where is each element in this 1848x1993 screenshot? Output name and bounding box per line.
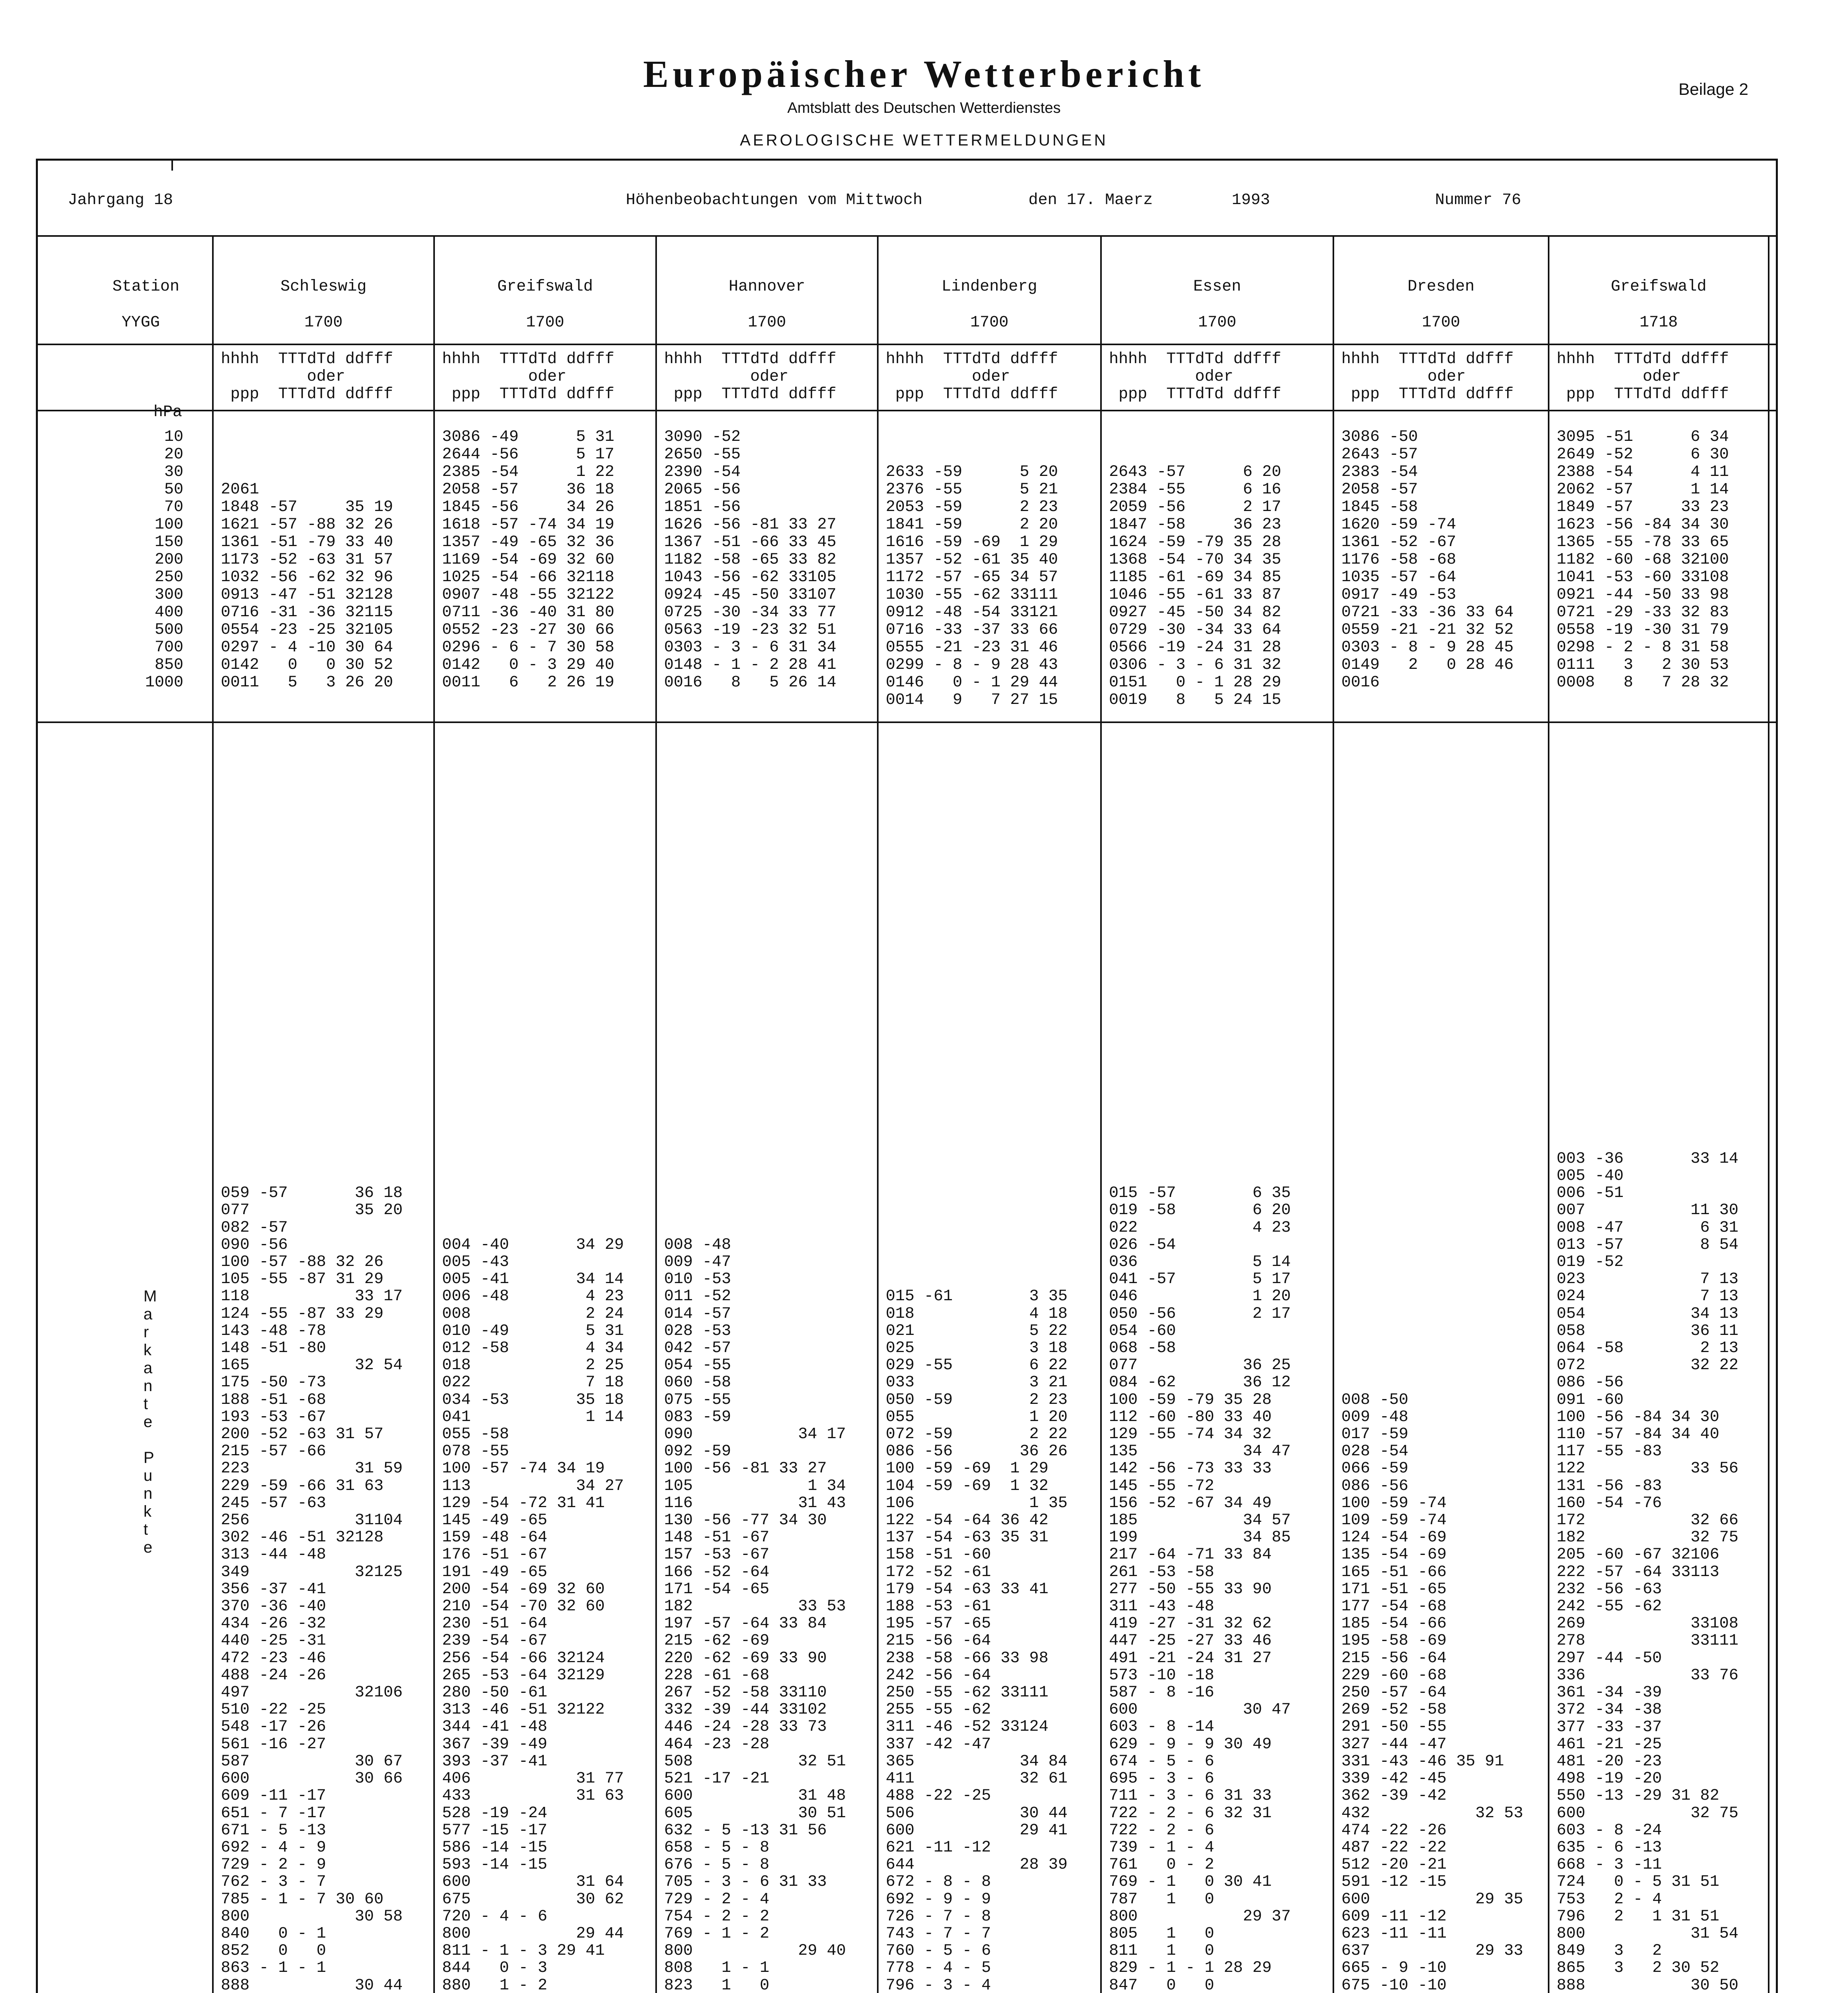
col-divider	[212, 235, 214, 1993]
rule-colheader	[36, 410, 1778, 411]
station-time: 1700	[747, 314, 786, 332]
level-values: 2633 -59 5 20 2376 -55 5 21 2053 -59 2 23 1841 -59 2 20 1616 -59 -69 1 29 1357 -52 -61 35 40 1172 -57 -65 34 57 1030 -55 -62 33111 0912 -48 -54 33121 0716 -33 -37 33 66 0555 -21 -23 31 46 0299 - 8 - 9 28 43 0146 0 - 1 29 44 0014 9 7 27 15	[886, 463, 1058, 709]
rule-header	[36, 235, 1778, 237]
markante-punkte-letter: e	[144, 1413, 153, 1431]
markante-punkte-letter: P	[144, 1449, 154, 1466]
markante-punkte-letter: M	[144, 1287, 157, 1305]
markante-punkte-values: 004 -40 34 29 005 -43 005 -41 34 14 006 -48 4 23 008 2 24 010 -49 5 31 012 -58 4 34 018 2 25 022 7 18 034 -53 35 18 041 1 14 055 -58 078 -55 100 -57 -74 34 19 113 34 27 129 -54 -72 31 41 145 -49 -65 159 -48 -64 176 -51 -67 191 -49 -65 200 -54 -69 32 60 210 -54 -70 32 60 230 -51 -64 239 -54 -67 256 -54 -66 32124 265 -53 -64 32129 280 -50 -61 313 -46 -51 32122 344 -41 -48 367 -39 -49 393 -37 -41 406 31 77 433 31 63 528 -19 -24 577 -15 -17 586 -14 -15 593 -14 -15 600 31 64 675 30 62 720 - 4 - 6 800 29 44 811 - 1 - 3 29 41 844 0 - 3 880 1 - 2	[442, 1236, 624, 1993]
markante-punkte-letter: u	[144, 1467, 153, 1484]
hpa-label: hPa	[153, 403, 183, 421]
station-time: 1718	[1639, 314, 1678, 332]
station-name: Greifswald	[1610, 278, 1707, 296]
markante-punkte-letter: k	[144, 1503, 151, 1520]
markante-punkte-letter: r	[144, 1323, 149, 1341]
station-time: 1700	[304, 314, 343, 332]
markante-punkte-letter: e	[144, 1539, 153, 1556]
datum: den 17. Maerz	[1028, 191, 1153, 209]
page-subtitle: Amtsblatt des Deutschen Wetterdienstes	[787, 100, 1061, 116]
page-title: Europäischer Wetterbericht	[643, 53, 1205, 95]
markante-punkte-letter: a	[144, 1305, 153, 1323]
station-time: 1700	[1198, 314, 1237, 332]
pressure-levels: 10 20 30 50 70 100 150 200 250 300 400 500 700 850 1000	[145, 428, 183, 692]
col-divider	[433, 235, 435, 1993]
col-divider	[1100, 235, 1102, 1993]
markante-punkte-values: 003 -36 33 14 005 -40 006 -51 007 11 30 008 -47 6 31 013 -57 8 54 019 -52 023 7 13 024 7 13 054 34 13 058 36 11 064 -58 2 13 072 32 22 086 -56 091 -60 100 -56 -84 34 30 110 -57 -84 34 40 117 -55 -83 122 33 56 131 -56 -83 160 -54 -76 172 32 66 182 32 75 205 -60 -67 32106 222 -57 -64 33113 232 -56 -63 242 -55 -62 269 33108 278 33111 297 -44 -50 336 33 76 361 -34 -39 372 -34 -38 377 -33 -37 461 -21 -25 481 -20 -23 498 -19 -20 550 -13 -29 31 82 600 32 75 603 - 8 -24 635 - 6 -13 668 - 3 -11 724 0 - 5 31 51 753 2 - 4 796 2 1 31 51 800 31 54 849 3 2 865 3 2 30 52 888 30 50	[1557, 1150, 1739, 1993]
markante-punkte-letter: t	[144, 1521, 148, 1538]
column-header: hhhh TTTdTd ddfff oder ppp TTTdTd ddfff	[442, 350, 615, 403]
markante-punkte-values: 008 -50 009 -48 017 -59 028 -54 066 -59 086 -56 100 -59 -74 109 -59 -74 124 -54 -69 135 -54 -69 165 -51 -66 171 -51 -65 177 -54 -68 185 -54 -66 195 -58 -69 215 -56 -64 229 -60 -68 250 -57 -64 269 -52 -58 291 -50 -55 327 -44 -47 331 -43 -46 35 91 339 -42 -45 362 -39 -42 432 32 53 474 -22 -26 487 -22 -22 512 -20 -21 591 -12 -15 600 29 35 609 -11 -12 623 -11 -11 637 29 33 665 - 9 -10 675 -10 -10	[1341, 1391, 1524, 1993]
markante-punkte-values: 015 -61 3 35 018 4 18 021 5 22 025 3 18 029 -55 6 22 033 3 21 050 -59 2 23 055 1 20 072 -59 2 22 086 -56 36 26 100 -59 -69 1 29 104 -59 -69 1 32 106 1 35 122 -54 -64 36 42 137 -54 -63 35 31 158 -51 -60 172 -52 -61 179 -54 -63 33 41 188 -53 -61 195 -57 -65 215 -56 -64 238 -58 -66 33 98 242 -56 -64 250 -55 -62 33111 255 -55 -62 311 -46 -52 33124 337 -42 -47 365 34 84 411 32 61 488 -22 -25 506 30 44 600 29 41 621 -11 -12 644 28 39 672 - 8 - 8 692 - 9 - 9 726 - 7 - 8 743 - 7 - 7 760 - 5 - 6 778 - 4 - 5 796 - 3 - 4	[886, 1287, 1068, 1993]
jahrgang: Jahrgang 18	[68, 191, 173, 209]
col-divider	[655, 235, 657, 1993]
station-name: Essen	[1193, 278, 1241, 296]
level-values: 3090 -52 2650 -55 2390 -54 2065 -56 1851 -56 1626 -56 -81 33 27 1367 -51 -66 33 45 1182 -58 -65 33 82 1043 -56 -62 33105 0924 -45 -50 33107 0725 -30 -34 33 77 0563 -19 -23 32 51 0303 - 3 - 6 31 34 0148 - 1 - 2 28 41 0016 8 5 26 14	[664, 428, 837, 692]
beobachtung-label: Höhenbeobachtungen vom Mittwoch	[626, 191, 923, 209]
station-name: Dresden	[1407, 278, 1475, 296]
level-values: 3086 -49 5 31 2644 -56 5 17 2385 -54 1 22 2058 -57 36 18 1845 -56 34 26 1618 -57 -74 34 19 1357 -49 -65 32 36 1169 -54 -69 32 60 1025 -54 -66 32118 0907 -48 -55 32122 0711 -36 -40 31 80 0552 -23 -27 30 66 0296 - 6 - 7 30 58 0142 0 - 3 29 40 0011 6 2 26 19	[442, 428, 615, 692]
markante-punkte-letter: a	[144, 1359, 153, 1377]
column-header: hhhh TTTdTd ddfff oder ppp TTTdTd ddfff	[1341, 350, 1514, 403]
markante-punkte-values: 059 -57 36 18 077 35 20 082 -57 090 -56 100 -57 -88 32 26 105 -55 -87 31 29 118 33 17 124 -55 -87 33 29 143 -48 -78 148 -51 -80 165 32 54 175 -50 -73 188 -51 -68 193 -53 -67 200 -52 -63 31 57 215 -57 -66 223 31 59 229 -59 -66 31 63 245 -57 -63 256 31104 302 -46 -51 32128 313 -44 -48 349 32125 356 -37 -41 370 -36 -40 434 -26 -32 440 -25 -31 472 -23 -46 488 -24 -26 497 32106 510 -22 -25 548 -17 -26 561 -16 -27 587 30 67 600 30 66 609 -11 -17 651 - 7 -17 671 - 5 -13 692 - 4 - 9 729 - 2 - 9 762 - 3 - 7 785 - 1 - 7 30 60 800 30 58 840 0 - 1 852 0 0 863 - 1 - 1 888 30 44	[221, 1184, 403, 1993]
level-values: 3086 -50 2643 -57 2383 -54 2058 -57 1845 -58 1620 -59 -74 1361 -52 -67 1176 -58 -68 1035 -57 -64 0917 -49 -53 0721 -33 -36 33 64 0559 -21 -21 32 52 0303 - 8 - 9 28 45 0149 2 0 28 46 0016	[1341, 428, 1514, 692]
jahr: 1993	[1232, 191, 1270, 209]
section-title: AEROLOGISCHE WETTERMELDUNGEN	[740, 132, 1108, 149]
column-header: hhhh TTTdTd ddfff oder ppp TTTdTd ddfff	[664, 350, 837, 403]
column-header: hhhh TTTdTd ddfff oder ppp TTTdTd ddfff	[1557, 350, 1729, 403]
rule-levels	[36, 721, 1778, 723]
station-name: Lindenberg	[941, 278, 1038, 296]
col-divider	[1333, 235, 1334, 1993]
yygg-label: YYGG	[122, 314, 160, 332]
col-divider	[1768, 235, 1769, 1993]
level-values: 2643 -57 6 20 2384 -55 6 16 2059 -56 2 17 1847 -58 36 23 1624 -59 -79 35 28 1368 -54 -70 34 35 1185 -61 -69 34 85 1046 -55 -61 33 87 0927 -45 -50 34 82 0729 -30 -34 33 64 0566 -19 -24 31 28 0306 - 3 - 6 31 32 0151 0 - 1 28 29 0019 8 5 24 15	[1109, 463, 1282, 709]
station-name: Greifswald	[497, 278, 593, 296]
markante-punkte-values: 015 -57 6 35 019 -58 6 20 022 4 23 026 -54 036 5 14 041 -57 5 17 046 1 20 050 -56 2 17 054 -60 068 -58 077 36 25 084 -62 36 12 100 -59 -79 35 28 112 -60 -80 33 40 129 -55 -74 34 32 135 34 47 142 -56 -73 33 33 145 -55 -72 156 -52 -67 34 49 185 34 57 199 34 85 217 -64 -71 33 84 261 -53 -58 277 -50 -55 33 90 311 -43 -48 419 -27 -31 32 62 447 -25 -27 33 46 491 -21 -24 31 27 573 -10 -18 587 - 8 -16 600 30 47 603 - 8 -14 629 - 9 - 9 30 49 674 - 5 - 6 695 - 3 - 6 711 - 3 - 6 31 33 722 - 2 - 6 32 31 722 - 2 - 6 739 - 1 - 4 761 0 - 2 769 - 1 0 30 41 787 1 0 800 29 37 805 1 0 811 1 0 829 - 1 - 1 28 29 847 0 0	[1109, 1184, 1291, 1993]
markante-punkte-letter: k	[144, 1341, 151, 1359]
nummer: Nummer 76	[1435, 191, 1522, 209]
level-values: 3095 -51 6 34 2649 -52 6 30 2388 -54 4 11 2062 -57 1 14 1849 -57 33 23 1623 -56 -84 34 30 1365 -55 -78 33 65 1182 -60 -68 32100 1041 -53 -60 33108 0921 -44 -50 33 98 0721 -29 -33 32 83 0558 -19 -30 31 79 0298 - 2 - 8 31 58 0111 3 2 30 53 0008 8 7 28 32	[1557, 428, 1729, 692]
markante-punkte-values: 008 -48 009 -47 010 -53 011 -52 014 -57 028 -53 042 -57 054 -55 060 -58 075 -55 083 -59 090 34 17 092 -59 100 -56 -81 33 27 105 1 34 116 31 43 130 -56 -77 34 30 148 -51 -67 157 -53 -67 166 -52 -64 171 -54 -65 182 33 53 197 -57 -64 33 84 215 -62 -69 220 -62 -69 33 90 228 -61 -68 267 -52 -58 33110 332 -39 -44 33102 446 -24 -28 33 73 464 -23 -28 508 32 51 521 -17 -21 600 31 48 605 30 51 632 - 5 -13 31 56 658 - 5 - 8 676 - 5 - 8 705 - 3 - 6 31 33 729 - 2 - 4 754 - 2 - 2 769 - 1 - 2 800 29 40 808 1 - 1 823 1 0	[664, 1236, 846, 1993]
level-values: 2061 1848 -57 35 19 1621 -57 -88 32 26 1361 -51 -79 33 40 1173 -52 -63 31 57 1032 -56 -62 32 96 0913 -47 -51 32128 0716 -31 -36 32115 0554 -23 -25 32105 0297 - 4 -10 30 64 0142 0 0 30 52 0011 5 3 26 20	[221, 481, 393, 692]
beilage-label: Beilage 2	[1678, 80, 1748, 98]
column-header: hhhh TTTdTd ddfff oder ppp TTTdTd ddfff	[1109, 350, 1282, 403]
column-header: hhhh TTTdTd ddfff oder ppp TTTdTd ddfff	[886, 350, 1058, 403]
station-time: 1700	[970, 314, 1009, 332]
markante-punkte-letter: t	[144, 1395, 148, 1413]
station-name: Schleswig	[280, 278, 367, 296]
station-name: Hannover	[728, 278, 806, 296]
tick-mark	[171, 159, 173, 171]
markante-punkte-letter: n	[144, 1485, 153, 1502]
col-divider	[877, 235, 879, 1993]
column-header: hhhh TTTdTd ddfff oder ppp TTTdTd ddfff	[221, 350, 393, 403]
col-divider	[1548, 235, 1549, 1993]
station-time: 1700	[1421, 314, 1460, 332]
station-label: Station	[112, 278, 180, 296]
markante-punkte-letter: n	[144, 1377, 153, 1395]
rule-yygg	[36, 344, 1778, 345]
station-time: 1700	[526, 314, 564, 332]
